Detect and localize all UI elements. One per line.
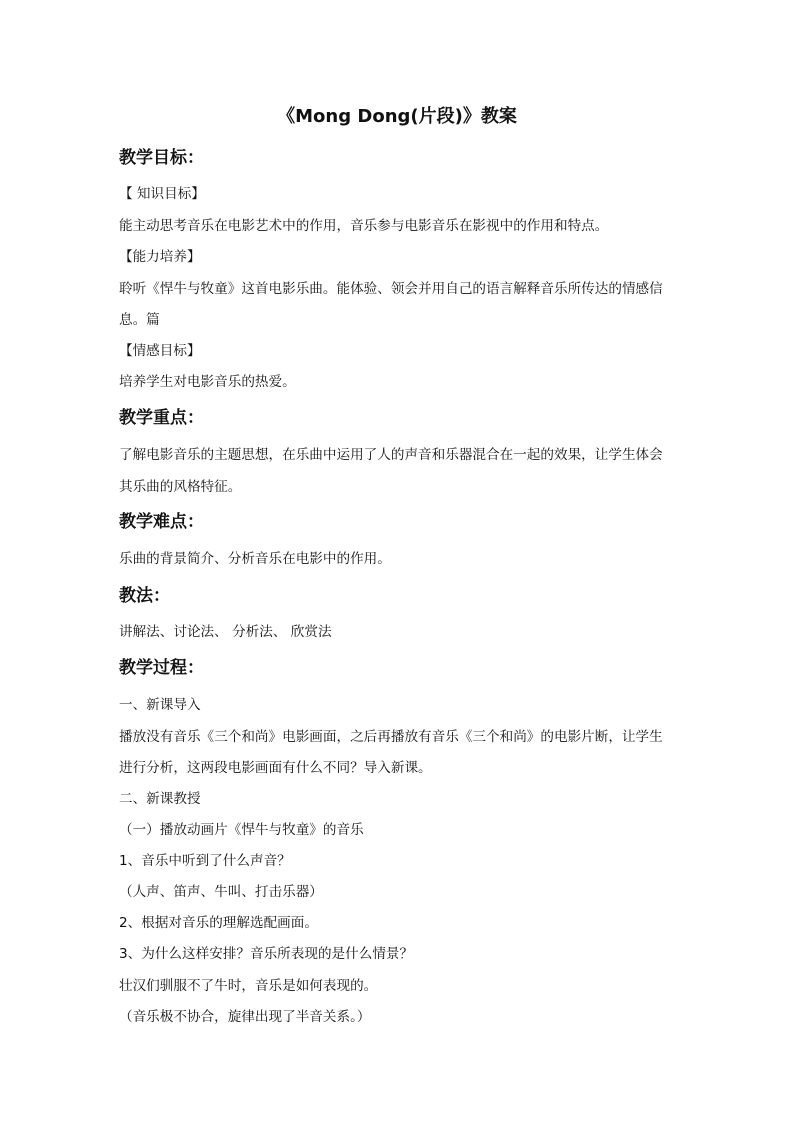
methods-text: 讲解法、讨论法、 分析法、 欣赏法 xyxy=(119,624,332,640)
difficulties-text: 乐曲的背景简介、分析音乐在电影中的作用。 xyxy=(119,551,391,567)
process-item: 3、为什么这样安排？音乐所表现的是什么情景？ xyxy=(119,946,414,962)
document-title: 《Mong Dong(片段)》教案 xyxy=(277,106,517,127)
process-intro-label: 一、新课导入 xyxy=(119,697,201,713)
process-item: （音乐极不协合，旋律出现了半音关系。） xyxy=(119,1009,371,1025)
knowledge-goal-text: 能主动思考音乐在电影艺术中的作用，音乐参与电影音乐在影视中的作用和特点。 xyxy=(119,218,609,234)
process-item: 2、根据对音乐的理解选配画面。 xyxy=(119,915,318,931)
process-item: 1、音乐中听到了什么声音？ xyxy=(119,853,291,869)
key-points-line: 了解电影音乐的主题思想，在乐曲中运用了人的声音和乐器混合在一起的效果，让学生体会 xyxy=(119,447,663,463)
section-heading-difficulties: 教学难点： xyxy=(119,512,204,532)
ability-goal-line: 聆听《悍牛与牧童》这首电影乐曲。能体验、领会并用自己的语言解释音乐所传达的情感信 xyxy=(119,281,663,297)
key-points-line: 其乐曲的风格特征。 xyxy=(119,479,242,495)
section-heading-goals: 教学目标： xyxy=(119,148,204,168)
process-item: （一）播放动画片《悍牛与牧童》的音乐 xyxy=(119,822,364,838)
ability-goal-line: 息。篇 xyxy=(119,312,160,328)
section-heading-process: 教学过程： xyxy=(119,658,204,678)
process-item: 壮汉们驯服不了牛时，音乐是如何表现的。 xyxy=(119,978,378,994)
emotion-goal-label: 【情感目标】 xyxy=(119,343,201,359)
emotion-goal-text: 培养学生对电影音乐的热爱。 xyxy=(119,374,296,390)
section-heading-methods: 教法： xyxy=(119,586,170,606)
process-teach-label: 二、新课教授 xyxy=(119,791,201,807)
ability-goal-label: 【能力培养】 xyxy=(119,249,201,265)
section-heading-key-points: 教学重点： xyxy=(119,408,204,428)
knowledge-goal-label: 【 知识目标】 xyxy=(119,186,205,202)
process-intro-line: 播放没有音乐《三个和尚》电影画面，之后再播放有音乐《三个和尚》的电影片断，让学生 xyxy=(119,729,663,745)
process-intro-line: 进行分析，这两段电影画面有什么不同？导入新课。 xyxy=(119,760,432,776)
process-item: （人声、笛声、牛叫、打击乐器） xyxy=(119,884,323,900)
